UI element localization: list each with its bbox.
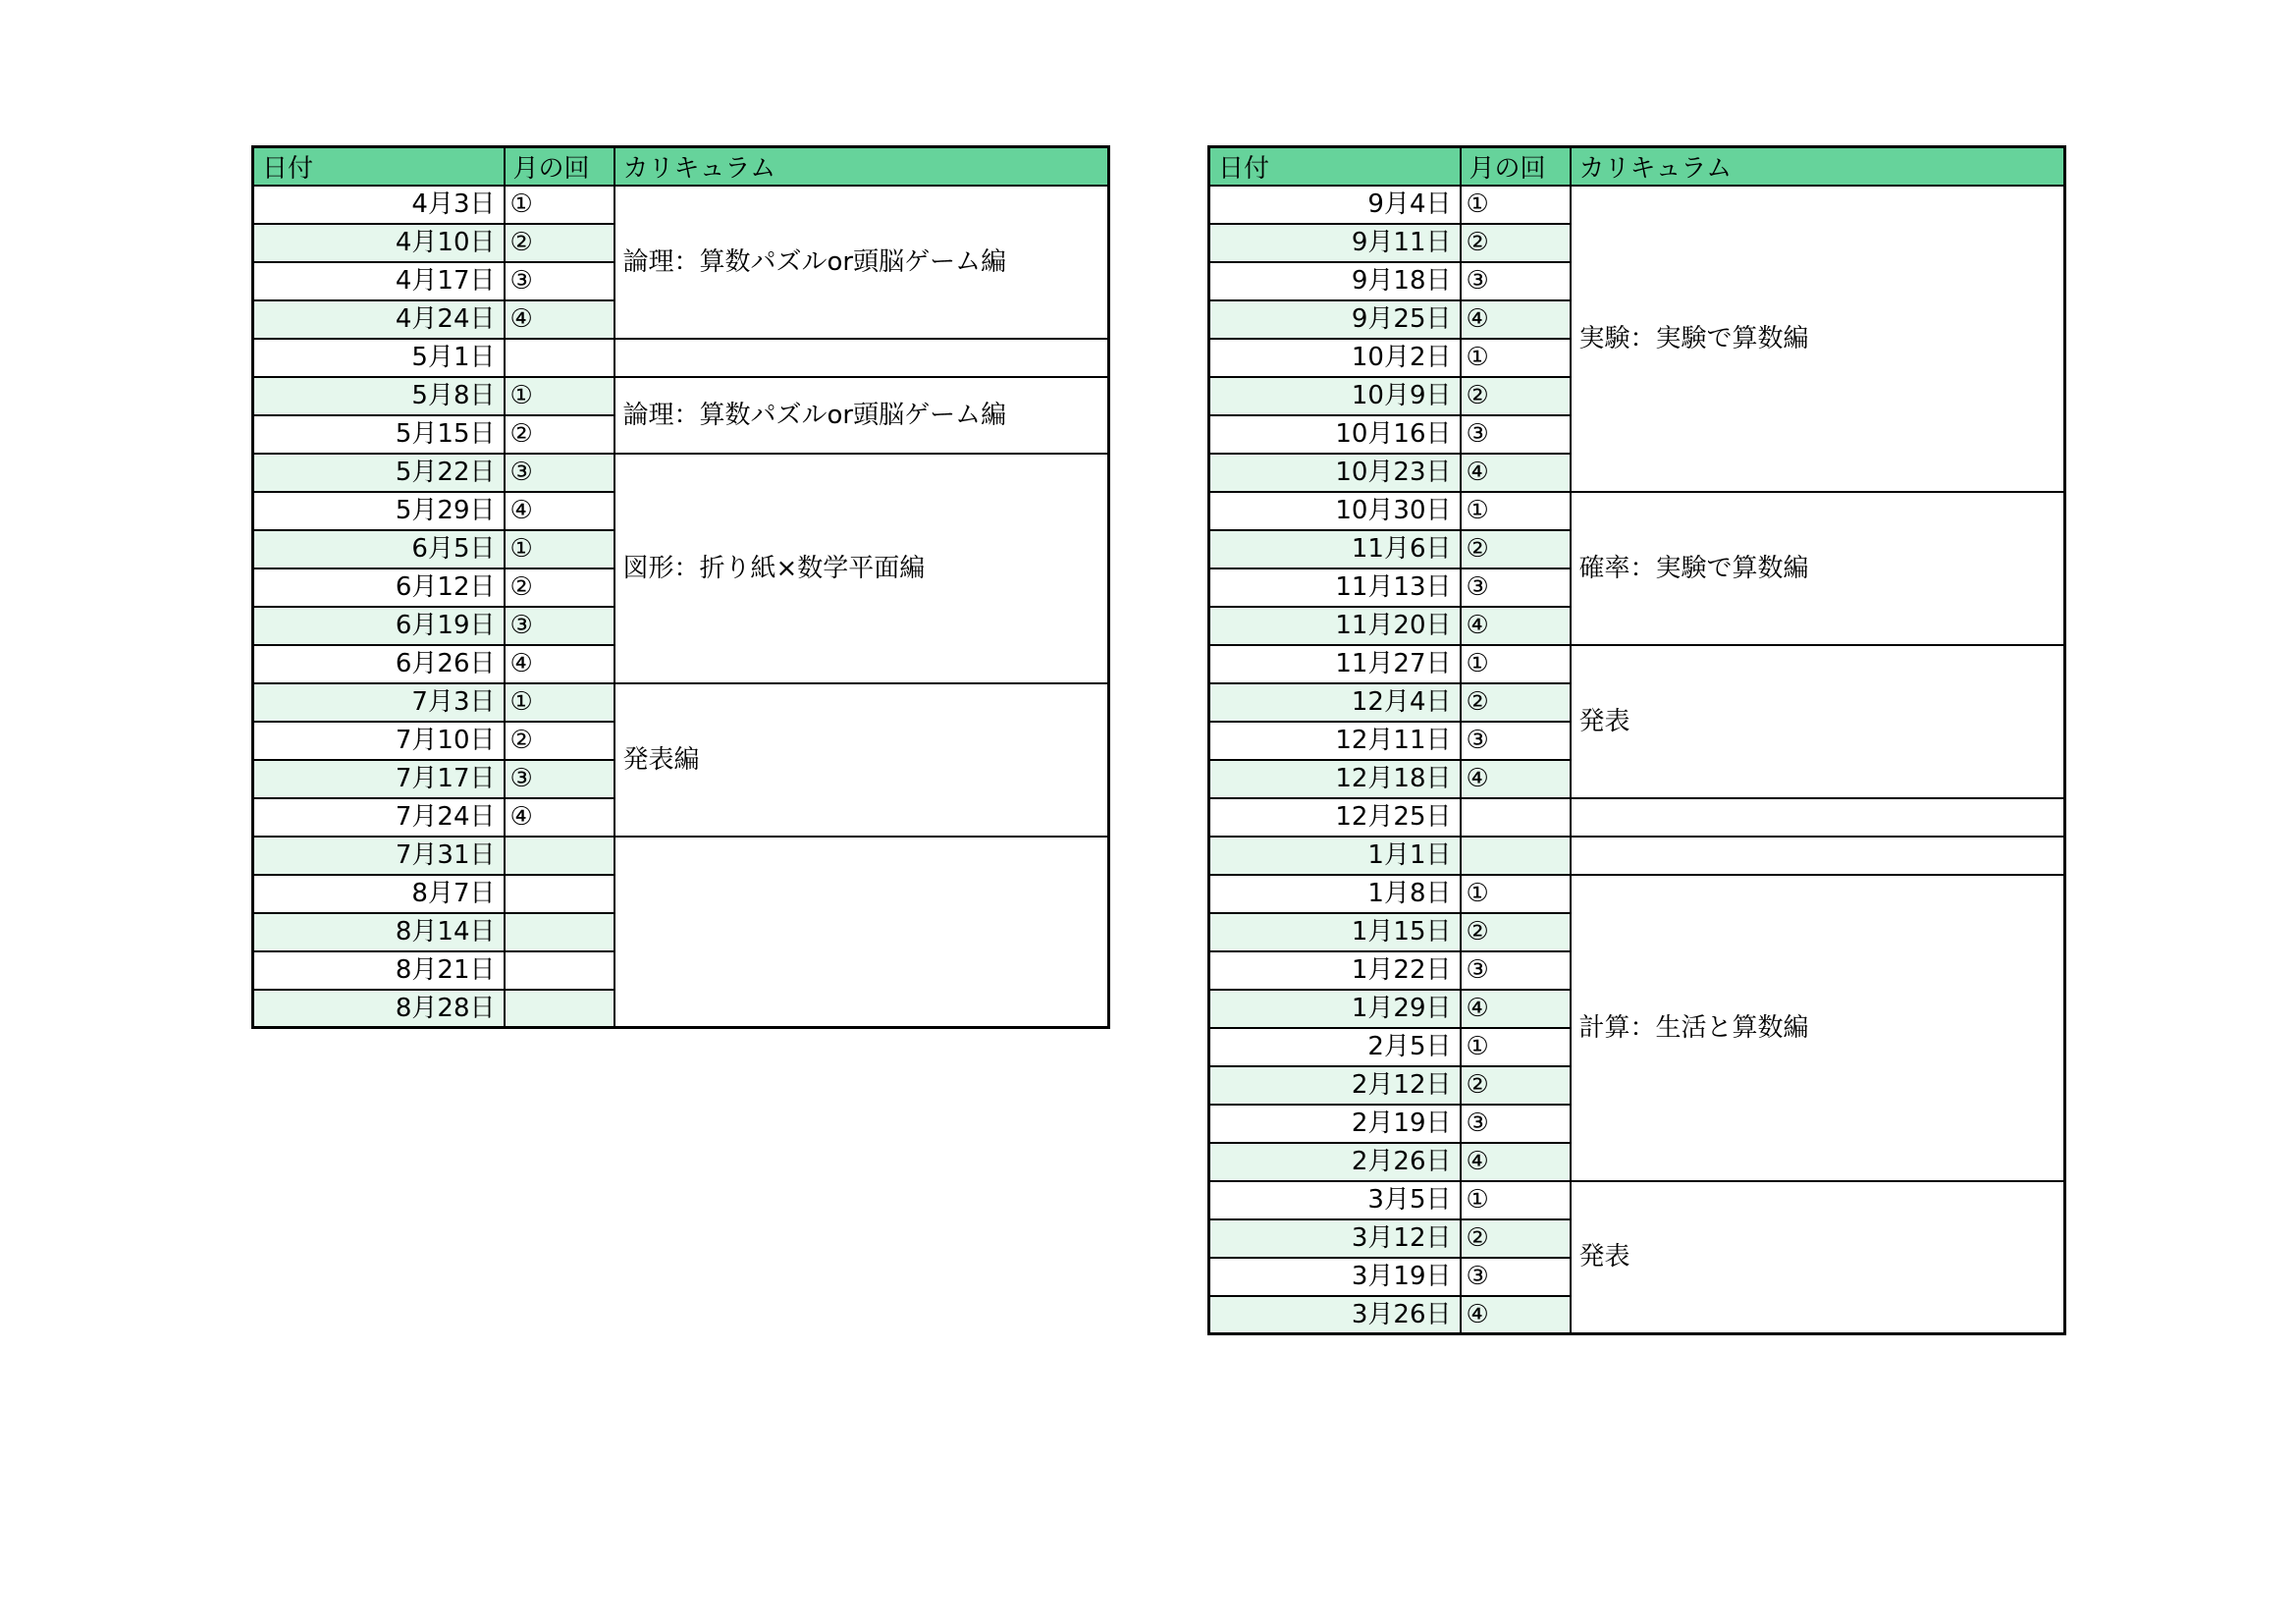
- session-number-cell: ④: [1461, 454, 1571, 492]
- session-number-cell: ①: [505, 530, 614, 568]
- date-cell: 10月9日: [1209, 377, 1461, 415]
- session-number-cell: ①: [1461, 1028, 1571, 1066]
- session-number-cell: ②: [1461, 530, 1571, 568]
- date-cell: 3月12日: [1209, 1219, 1461, 1258]
- date-cell: 12月25日: [1209, 798, 1461, 837]
- date-cell: 3月19日: [1209, 1258, 1461, 1296]
- session-number-cell: [1461, 837, 1571, 875]
- session-number-cell: ①: [1461, 339, 1571, 377]
- session-number-cell: ②: [505, 224, 614, 262]
- curriculum-cell: 計算：生活と算数編: [1571, 875, 2065, 1181]
- session-number-cell: ④: [505, 798, 614, 837]
- table-row: [253, 837, 1109, 875]
- session-number-cell: ①: [505, 377, 614, 415]
- session-number-cell: ③: [1461, 722, 1571, 760]
- curriculum-cell: 発表編: [614, 683, 1109, 837]
- session-number-cell: ②: [1461, 683, 1571, 722]
- header-session: 月の回: [1461, 147, 1571, 186]
- date-cell: 4月10日: [253, 224, 505, 262]
- session-number-cell: ③: [1461, 1105, 1571, 1143]
- session-number-cell: ②: [505, 415, 614, 454]
- session-number-cell: ④: [505, 645, 614, 683]
- date-cell: 11月27日: [1209, 645, 1461, 683]
- session-number-cell: ③: [1461, 568, 1571, 607]
- date-cell: 11月13日: [1209, 568, 1461, 607]
- schedule-table-left: [251, 145, 1110, 1029]
- table-row: [1209, 1181, 2065, 1219]
- date-cell: 8月28日: [253, 990, 505, 1028]
- session-number-cell: ④: [505, 300, 614, 339]
- date-cell: 10月23日: [1209, 454, 1461, 492]
- header-session: 月の回: [505, 147, 614, 186]
- table-row: [253, 377, 1109, 415]
- session-number-cell: ④: [505, 492, 614, 530]
- date-cell: 8月21日: [253, 951, 505, 990]
- session-number-cell: ①: [1461, 875, 1571, 913]
- session-number-cell: ③: [1461, 1258, 1571, 1296]
- date-cell: 10月2日: [1209, 339, 1461, 377]
- date-cell: 6月19日: [253, 607, 505, 645]
- date-cell: 2月19日: [1209, 1105, 1461, 1143]
- curriculum-cell: 発表: [1571, 1181, 2065, 1334]
- date-cell: 11月6日: [1209, 530, 1461, 568]
- table-row: [253, 454, 1109, 492]
- curriculum-cell: 実験：実験で算数編: [1571, 186, 2065, 492]
- session-number-cell: ②: [1461, 224, 1571, 262]
- date-cell: 3月5日: [1209, 1181, 1461, 1219]
- session-number-cell: [505, 837, 614, 875]
- date-cell: 9月25日: [1209, 300, 1461, 339]
- session-number-cell: ②: [505, 722, 614, 760]
- session-number-cell: ③: [1461, 415, 1571, 454]
- date-cell: 5月8日: [253, 377, 505, 415]
- date-cell: 6月12日: [253, 568, 505, 607]
- date-cell: 7月10日: [253, 722, 505, 760]
- date-cell: 1月22日: [1209, 951, 1461, 990]
- session-number-cell: ④: [1461, 990, 1571, 1028]
- session-number-cell: ③: [505, 760, 614, 798]
- curriculum-cell: [614, 837, 1109, 1028]
- date-cell: 7月17日: [253, 760, 505, 798]
- session-number-cell: ①: [1461, 492, 1571, 530]
- header-date: 日付: [1209, 147, 1461, 186]
- session-number-cell: ②: [1461, 377, 1571, 415]
- header-curriculum: カリキュラム: [1571, 147, 2065, 186]
- session-number-cell: [1461, 798, 1571, 837]
- curriculum-cell: [1571, 837, 2065, 875]
- session-number-cell: ④: [1461, 607, 1571, 645]
- curriculum-cell: 論理：算数パズルor頭脳ゲーム編: [614, 186, 1109, 339]
- session-number-cell: ④: [1461, 760, 1571, 798]
- date-cell: 4月3日: [253, 186, 505, 224]
- date-cell: 8月14日: [253, 913, 505, 951]
- date-cell: 9月4日: [1209, 186, 1461, 224]
- date-cell: 5月29日: [253, 492, 505, 530]
- session-number-cell: [505, 875, 614, 913]
- session-number-cell: ②: [505, 568, 614, 607]
- session-number-cell: ②: [1461, 913, 1571, 951]
- date-cell: 9月18日: [1209, 262, 1461, 300]
- date-cell: 2月26日: [1209, 1143, 1461, 1181]
- table-row: [1209, 837, 2065, 875]
- date-cell: 2月5日: [1209, 1028, 1461, 1066]
- table-row: [253, 339, 1109, 377]
- date-cell: 9月11日: [1209, 224, 1461, 262]
- session-number-cell: [505, 951, 614, 990]
- date-cell: 1月29日: [1209, 990, 1461, 1028]
- date-cell: 7月24日: [253, 798, 505, 837]
- session-number-cell: ②: [1461, 1066, 1571, 1105]
- table-row: [253, 186, 1109, 224]
- curriculum-cell: 確率：実験で算数編: [1571, 492, 2065, 645]
- curriculum-cell: [614, 339, 1109, 377]
- date-cell: 4月17日: [253, 262, 505, 300]
- curriculum-cell: 発表: [1571, 645, 2065, 798]
- session-number-cell: ④: [1461, 1143, 1571, 1181]
- table-row: [1209, 492, 2065, 530]
- date-cell: 8月7日: [253, 875, 505, 913]
- header-date: 日付: [253, 147, 505, 186]
- session-number-cell: ③: [1461, 262, 1571, 300]
- session-number-cell: ④: [1461, 1296, 1571, 1334]
- date-cell: 6月5日: [253, 530, 505, 568]
- session-number-cell: ④: [1461, 300, 1571, 339]
- date-cell: 1月8日: [1209, 875, 1461, 913]
- session-number-cell: [505, 990, 614, 1028]
- date-cell: 4月24日: [253, 300, 505, 339]
- curriculum-cell: 論理：算数パズルor頭脳ゲーム編: [614, 377, 1109, 454]
- curriculum-cell: 図形：折り紙×数学平面編: [614, 454, 1109, 683]
- session-number-cell: ③: [1461, 951, 1571, 990]
- session-number-cell: [505, 913, 614, 951]
- table-row: [1209, 875, 2065, 913]
- curriculum-cell: [1571, 798, 2065, 837]
- header-row: [253, 147, 1109, 186]
- date-cell: 12月11日: [1209, 722, 1461, 760]
- date-cell: 1月15日: [1209, 913, 1461, 951]
- session-number-cell: ①: [505, 683, 614, 722]
- date-cell: 5月1日: [253, 339, 505, 377]
- table-row: [1209, 798, 2065, 837]
- session-number-cell: ①: [505, 186, 614, 224]
- date-cell: 10月30日: [1209, 492, 1461, 530]
- date-cell: 7月3日: [253, 683, 505, 722]
- session-number-cell: ①: [1461, 645, 1571, 683]
- date-cell: 3月26日: [1209, 1296, 1461, 1334]
- header-row: [1209, 147, 2065, 186]
- session-number-cell: ①: [1461, 186, 1571, 224]
- session-number-cell: ①: [1461, 1181, 1571, 1219]
- date-cell: 11月20日: [1209, 607, 1461, 645]
- date-cell: 5月22日: [253, 454, 505, 492]
- schedule-table-right: [1207, 145, 2066, 1335]
- session-number-cell: ②: [1461, 1219, 1571, 1258]
- session-number-cell: ③: [505, 607, 614, 645]
- date-cell: 5月15日: [253, 415, 505, 454]
- session-number-cell: ③: [505, 454, 614, 492]
- session-number-cell: ③: [505, 262, 614, 300]
- date-cell: 2月12日: [1209, 1066, 1461, 1105]
- session-number-cell: [505, 339, 614, 377]
- date-cell: 12月18日: [1209, 760, 1461, 798]
- date-cell: 10月16日: [1209, 415, 1461, 454]
- date-cell: 1月1日: [1209, 837, 1461, 875]
- header-curriculum: カリキュラム: [614, 147, 1109, 186]
- date-cell: 6月26日: [253, 645, 505, 683]
- table-row: [253, 683, 1109, 722]
- table-row: [1209, 186, 2065, 224]
- table-row: [1209, 645, 2065, 683]
- date-cell: 7月31日: [253, 837, 505, 875]
- date-cell: 12月4日: [1209, 683, 1461, 722]
